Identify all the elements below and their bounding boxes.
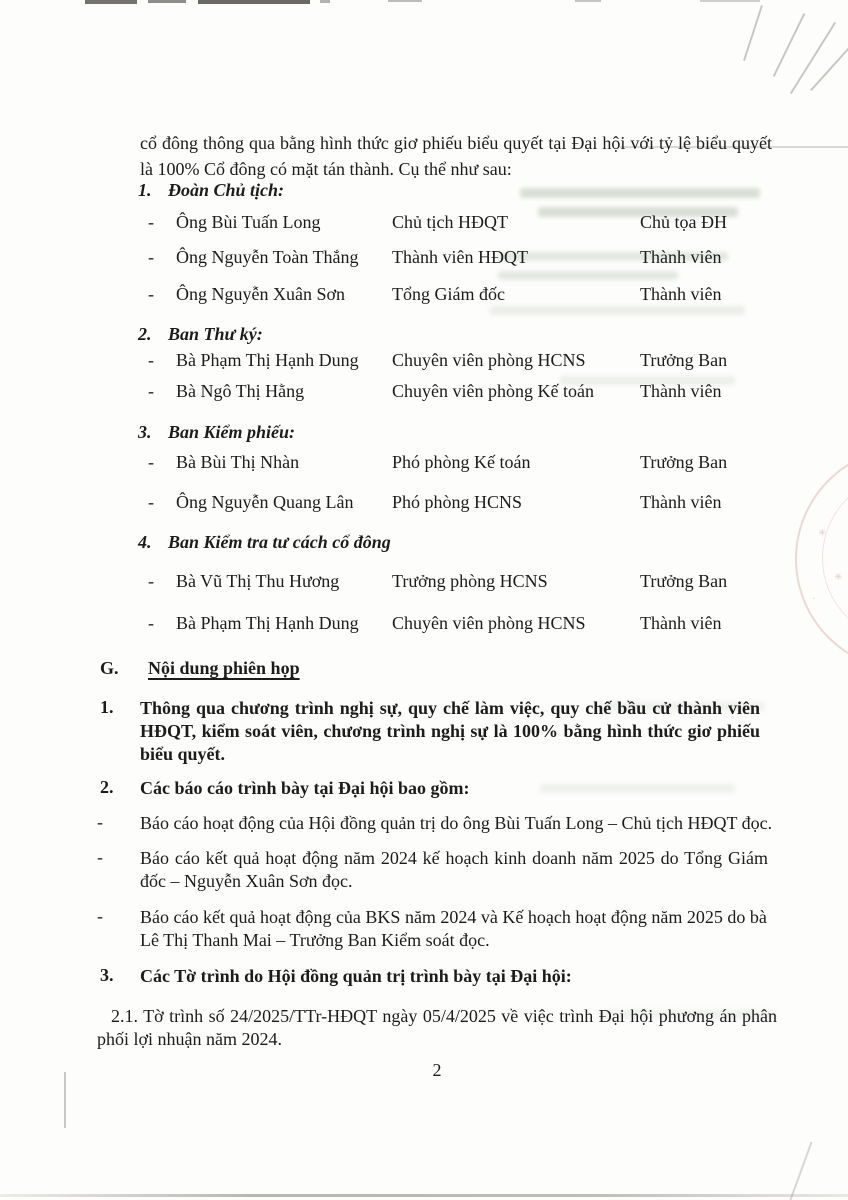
intro-paragraph: cổ đông thông qua bằng hình thức giơ phiếu biểu quyết tại Đại hội với tỷ lệ biểu quyết là 100% Cổ đông có mặt tán thành. Cụ thể như sau: xyxy=(140,133,772,179)
member-name: Ông Bùi Tuấn Long xyxy=(176,212,321,232)
bullet-dash: - xyxy=(148,350,154,370)
agenda-item-2 xyxy=(0,777,848,800)
member-role: Thành viên xyxy=(640,613,722,633)
scan-edge-mark xyxy=(85,0,137,4)
fold-mark xyxy=(789,1142,812,1200)
report-bullet xyxy=(0,906,848,952)
member-name: Bà Ngô Thị Hằng xyxy=(176,381,305,401)
member-row xyxy=(0,613,848,639)
member-name: Bà Bùi Thị Nhàn xyxy=(176,452,300,472)
pencil-scribble xyxy=(773,13,805,77)
committee-3-name: Ban Kiểm phiếu: xyxy=(168,422,296,442)
member-row xyxy=(0,247,848,273)
member-role: Thành viên xyxy=(640,284,722,304)
member-name: Bà Phạm Thị Hạnh Dung xyxy=(176,350,359,370)
item-number: 1. xyxy=(100,697,114,717)
member-position: Trưởng phòng HCNS xyxy=(392,571,548,591)
member-position: Phó phòng Kế toán xyxy=(392,452,531,472)
member-row xyxy=(0,571,848,597)
member-row xyxy=(0,492,848,518)
member-row xyxy=(0,381,848,407)
bullet-dash: - xyxy=(148,452,154,472)
member-name: Bà Phạm Thị Hạnh Dung xyxy=(176,613,359,633)
bullet-text: Báo cáo hoạt động của Hội đồng quản trị do ông Bùi Tuấn Long – Chủ tịch HĐQT đọc. xyxy=(140,813,773,833)
bullet-dash: - xyxy=(148,284,154,304)
item-number: 3. xyxy=(100,965,114,985)
member-name: Ông Nguyễn Toàn Thắng xyxy=(176,247,359,267)
committee-1-name: Đoàn Chủ tịch: xyxy=(168,180,285,200)
member-name: Ông Nguyễn Quang Lân xyxy=(176,492,354,512)
report-bullet xyxy=(0,847,848,893)
scan-edge-mark xyxy=(388,0,422,2)
scan-edge-mark xyxy=(575,0,601,2)
bullet-dash: - xyxy=(148,381,154,401)
committee-1-number: 1. xyxy=(138,180,152,200)
section-g-letter: G. xyxy=(100,658,119,678)
scan-edge-mark xyxy=(148,0,186,3)
item-text: Các báo cáo trình bày tại Đại hội bao gồm: xyxy=(140,778,470,798)
bullet-dash: - xyxy=(148,247,154,267)
member-position: Chuyên viên phòng HCNS xyxy=(392,613,586,633)
pencil-scribble xyxy=(743,5,763,61)
member-role: Thành viên xyxy=(640,247,722,267)
member-role: Trưởng Ban xyxy=(640,452,728,472)
report-bullet xyxy=(0,812,848,835)
stamp-detail: ✳ xyxy=(834,572,843,583)
member-position: Chuyên viên phòng HCNS xyxy=(392,350,586,370)
member-role: Thành viên xyxy=(640,492,722,512)
committee-3-number: 3. xyxy=(138,422,152,442)
submission-note: 2.1. Tờ trình số 24/2025/TTr-HĐQT ngày 05/4/2025 về việc trình Đại hội phương án phân phối lợi nhuận năm 2024. xyxy=(97,1006,777,1049)
pencil-scribble xyxy=(790,22,836,94)
member-position: Chuyên viên phòng Kế toán xyxy=(392,381,594,401)
section-g-title: Nội dung phiên họp xyxy=(148,658,300,678)
stamp-detail: · xyxy=(812,594,816,605)
scan-edge-mark xyxy=(320,0,330,3)
scan-edge-mark xyxy=(700,0,760,2)
agenda-item-3 xyxy=(0,965,848,988)
committee-4-name: Ban Kiểm tra tư cách cổ đông xyxy=(168,532,391,552)
agenda-item-1 xyxy=(0,697,848,766)
member-position: Tổng Giám đốc xyxy=(392,284,505,304)
item-text: Các Tờ trình do Hội đồng quản trị trình bày tại Đại hội: xyxy=(140,966,572,986)
page-number: 2 xyxy=(432,1060,442,1080)
member-position: Phó phòng HCNS xyxy=(392,492,523,512)
scan-bottom-edge xyxy=(0,1194,848,1197)
member-role: Trưởng Ban xyxy=(640,571,728,591)
member-name: Ông Nguyễn Xuân Sơn xyxy=(176,284,346,304)
member-row xyxy=(0,284,848,310)
member-name: Bà Vũ Thị Thu Hương xyxy=(176,571,340,591)
member-role: Trưởng Ban xyxy=(640,350,728,370)
committee-2-name: Ban Thư ký: xyxy=(168,324,263,344)
item-number: 2. xyxy=(100,777,114,797)
item-text: Thông qua chương trình nghị sự, quy chế làm việc, quy chế bầu cử thành viên HĐQT, kiểm soát viên, chương trình nghị sự là 100% bằng hình thức giơ phiếu biểu quyết. xyxy=(140,698,760,764)
member-row xyxy=(0,452,848,478)
bullet-dash: - xyxy=(97,847,103,867)
member-position: Chủ tịch HĐQT xyxy=(392,212,508,232)
member-role: Thành viên xyxy=(640,381,722,401)
fold-mark xyxy=(64,1072,66,1128)
member-position: Thành viên HĐQT xyxy=(392,247,528,267)
stamp-detail: ✳ xyxy=(818,528,827,539)
bullet-text: Báo cáo kết quả hoạt động năm 2024 kế hoạch kinh doanh năm 2025 do Tổng Giám đốc – Nguyễn Xuân Sơn đọc. xyxy=(140,848,768,891)
bullet-dash: - xyxy=(148,212,154,232)
bullet-dash: - xyxy=(148,571,154,591)
bullet-dash: - xyxy=(97,812,103,832)
bullet-dash: - xyxy=(148,492,154,512)
committee-2-number: 2. xyxy=(138,324,152,344)
bullet-text: Báo cáo kết quả hoạt động của BKS năm 2024 và Kế hoạch hoạt động năm 2025 do bà Lê Thị Thanh Mai – Trưởng Ban Kiểm soát đọc. xyxy=(140,907,767,950)
committee-4-number: 4. xyxy=(138,532,152,552)
bullet-dash: - xyxy=(97,906,103,926)
member-row xyxy=(0,350,848,376)
member-row xyxy=(0,212,848,238)
bullet-dash: - xyxy=(148,613,154,633)
scan-edge-mark xyxy=(198,0,310,4)
member-role: Chủ tọa ĐH xyxy=(640,212,727,232)
